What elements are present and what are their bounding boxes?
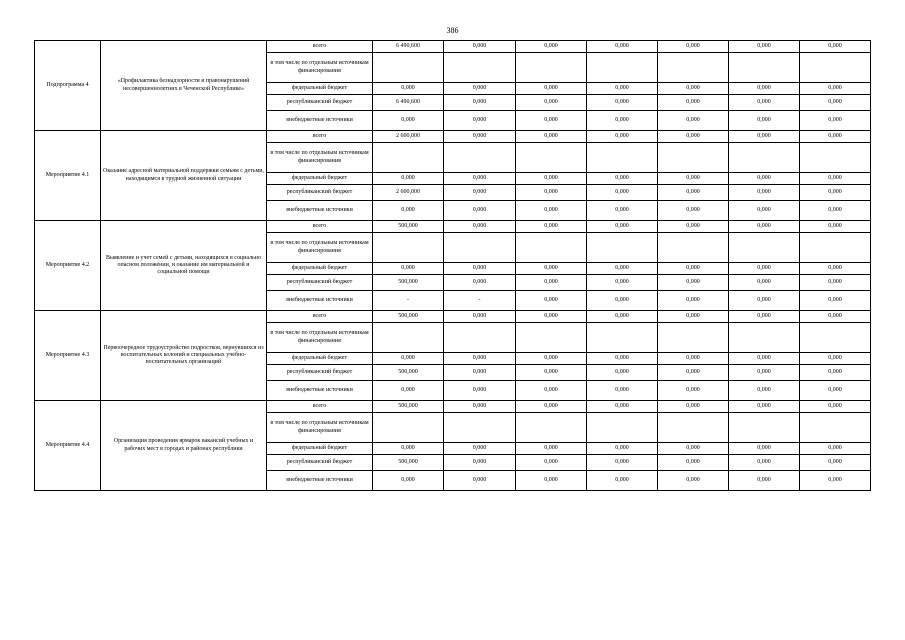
amount-cell: 0,000 — [800, 291, 871, 311]
table-row — [35, 221, 871, 233]
amount-cell: 0,000 — [729, 41, 800, 53]
amount-cell — [373, 143, 444, 173]
amount-cell: 0,000 — [800, 83, 871, 95]
amount-cell: 0,000 — [658, 455, 729, 471]
table-body — [35, 41, 871, 491]
section-label: Мероприятие 4.1 — [35, 131, 101, 221]
amount-cell — [373, 413, 444, 443]
amount-cell: 0,000 — [729, 111, 800, 131]
amount-cell: 0,000 — [587, 455, 658, 471]
amount-cell: 0,000 — [373, 263, 444, 275]
amount-cell: 0,000 — [373, 471, 444, 491]
amount-cell: 0,000 — [800, 275, 871, 291]
amount-cell: 0,000 — [373, 173, 444, 185]
funding-source: республиканский бюджет — [267, 365, 373, 381]
section-label: Мероприятие 4.3 — [35, 311, 101, 401]
amount-cell: 0,000 — [729, 221, 800, 233]
amount-cell: 0,000 — [587, 353, 658, 365]
amount-cell: 0,000 — [587, 41, 658, 53]
table-row — [35, 131, 871, 143]
amount-cell — [729, 143, 800, 173]
amount-cell: 0,000 — [516, 401, 587, 413]
amount-cell: 0,000 — [444, 221, 516, 233]
amount-cell: 0,000 — [729, 173, 800, 185]
amount-cell: 0,000 — [516, 291, 587, 311]
funding-source: в том числе по отдельным источникам финансирования — [267, 53, 373, 83]
amount-cell: 0,000 — [444, 185, 516, 201]
amount-cell: 0,000 — [729, 201, 800, 221]
amount-cell: 0,000 — [800, 185, 871, 201]
amount-cell — [800, 233, 871, 263]
amount-cell: 500,000 — [373, 275, 444, 291]
amount-cell: 500,000 — [373, 221, 444, 233]
amount-cell: 0,000 — [658, 443, 729, 455]
amount-cell — [587, 413, 658, 443]
amount-cell: 0,000 — [658, 131, 729, 143]
funding-source: республиканский бюджет — [267, 185, 373, 201]
amount-cell: 0,000 — [516, 455, 587, 471]
amount-cell: 0,000 — [658, 471, 729, 491]
amount-cell: 0,000 — [729, 311, 800, 323]
amount-cell: 0,000 — [516, 201, 587, 221]
amount-cell — [587, 143, 658, 173]
amount-cell: 0,000 — [516, 185, 587, 201]
amount-cell: 0,000 — [587, 311, 658, 323]
amount-cell: 0,000 — [516, 381, 587, 401]
amount-cell — [516, 53, 587, 83]
amount-cell: 0,000 — [587, 263, 658, 275]
amount-cell: 0,000 — [800, 201, 871, 221]
amount-cell — [658, 233, 729, 263]
amount-cell: 0,000 — [373, 83, 444, 95]
amount-cell: 0,000 — [800, 131, 871, 143]
amount-cell: 0,000 — [516, 353, 587, 365]
amount-cell: 0,000 — [800, 401, 871, 413]
funding-source: федеральный бюджет — [267, 83, 373, 95]
funding-source: внебюджетные источники — [267, 201, 373, 221]
amount-cell: 0,000 — [587, 185, 658, 201]
amount-cell: 0,000 — [729, 455, 800, 471]
amount-cell: 0,000 — [729, 185, 800, 201]
amount-cell: 0,000 — [658, 41, 729, 53]
amount-cell — [587, 53, 658, 83]
amount-cell: 0,000 — [729, 401, 800, 413]
amount-cell: 0,000 — [516, 95, 587, 111]
amount-cell: 0,000 — [444, 443, 516, 455]
funding-source: внебюджетные источники — [267, 381, 373, 401]
amount-cell: 0,000 — [516, 173, 587, 185]
amount-cell: 0,000 — [587, 201, 658, 221]
amount-cell: 0,000 — [729, 263, 800, 275]
amount-cell: 0,000 — [444, 471, 516, 491]
amount-cell: 0,000 — [658, 111, 729, 131]
section-name: «Профилактика безнадзорности и правонарушений несовершеннолетних в Чеченской Республике» — [101, 41, 267, 131]
funding-source: федеральный бюджет — [267, 173, 373, 185]
funding-source: всего — [267, 401, 373, 413]
amount-cell: 0,000 — [587, 95, 658, 111]
amount-cell: 500,000 — [373, 401, 444, 413]
amount-cell: 0,000 — [800, 221, 871, 233]
amount-cell: 6 490,600 — [373, 95, 444, 111]
funding-source: в том числе по отдельным источникам финансирования — [267, 233, 373, 263]
amount-cell: 500,000 — [373, 311, 444, 323]
amount-cell: 0,000 — [516, 275, 587, 291]
amount-cell: 0,000 — [658, 173, 729, 185]
amount-cell — [444, 233, 516, 263]
amount-cell: 0,000 — [800, 455, 871, 471]
funding-source: федеральный бюджет — [267, 353, 373, 365]
amount-cell: 0,000 — [373, 353, 444, 365]
amount-cell: 0,000 — [587, 381, 658, 401]
amount-cell: 0,000 — [587, 471, 658, 491]
amount-cell: 0,000 — [444, 111, 516, 131]
table-row — [35, 401, 871, 413]
amount-cell: 6 490,600 — [373, 41, 444, 53]
amount-cell — [800, 413, 871, 443]
funding-source: всего — [267, 221, 373, 233]
amount-cell: 0,000 — [658, 353, 729, 365]
amount-cell: 0,000 — [516, 111, 587, 131]
amount-cell: 0,000 — [587, 401, 658, 413]
amount-cell — [658, 53, 729, 83]
amount-cell: 0,000 — [587, 275, 658, 291]
section-label: Подпрограмма 4 — [35, 41, 101, 131]
amount-cell: 0,000 — [729, 131, 800, 143]
amount-cell: 0,000 — [800, 365, 871, 381]
funding-source: всего — [267, 311, 373, 323]
amount-cell: 0,000 — [516, 41, 587, 53]
amount-cell — [729, 233, 800, 263]
funding-source: республиканский бюджет — [267, 95, 373, 111]
amount-cell: 0,000 — [729, 443, 800, 455]
amount-cell: - — [444, 291, 516, 311]
funding-source: в том числе по отдельным источникам финансирования — [267, 413, 373, 443]
amount-cell: 0,000 — [444, 95, 516, 111]
amount-cell: 0,000 — [587, 365, 658, 381]
funding-source: внебюджетные источники — [267, 471, 373, 491]
funding-source: республиканский бюджет — [267, 275, 373, 291]
section-name: Организация проведения ярмарок вакансий учебных и рабочих мест в городах и районах республики — [101, 401, 267, 491]
funding-source: в том числе по отдельным источникам финансирования — [267, 143, 373, 173]
funding-source: республиканский бюджет — [267, 455, 373, 471]
amount-cell: 0,000 — [444, 365, 516, 381]
amount-cell: 0,000 — [658, 365, 729, 381]
amount-cell: 0,000 — [444, 131, 516, 143]
amount-cell: 0,000 — [516, 263, 587, 275]
amount-cell — [729, 413, 800, 443]
section-name: Выявление и учет семей с детьми, находящихся в социально опасном положении, и оказание им материальной и социальной помощи — [101, 221, 267, 311]
funding-source: федеральный бюджет — [267, 263, 373, 275]
funding-source: внебюджетные источники — [267, 291, 373, 311]
amount-cell: 0,000 — [800, 173, 871, 185]
amount-cell: 0,000 — [444, 201, 516, 221]
amount-cell: 0,000 — [800, 381, 871, 401]
funding-source: в том числе по отдельным источникам финансирования — [267, 323, 373, 353]
amount-cell: 0,000 — [516, 131, 587, 143]
amount-cell: 0,000 — [658, 311, 729, 323]
amount-cell: 0,000 — [516, 443, 587, 455]
amount-cell: 0,000 — [444, 401, 516, 413]
amount-cell — [516, 323, 587, 353]
amount-cell — [516, 233, 587, 263]
amount-cell: 0,000 — [658, 381, 729, 401]
funding-source: федеральный бюджет — [267, 443, 373, 455]
amount-cell: 0,000 — [516, 365, 587, 381]
amount-cell — [729, 53, 800, 83]
budget-table — [34, 40, 871, 491]
amount-cell: 0,000 — [587, 131, 658, 143]
amount-cell: 0,000 — [444, 455, 516, 471]
section-label: Мероприятие 4.4 — [35, 401, 101, 491]
amount-cell: 0,000 — [658, 401, 729, 413]
amount-cell — [444, 323, 516, 353]
amount-cell: 0,000 — [729, 275, 800, 291]
amount-cell — [587, 323, 658, 353]
amount-cell: 0,000 — [444, 263, 516, 275]
amount-cell — [373, 233, 444, 263]
amount-cell: 0,000 — [373, 111, 444, 131]
section-name: Оказание адресной материальной поддержки семьям с детьми, находящимся в трудной жизненной ситуации — [101, 131, 267, 221]
amount-cell: 0,000 — [800, 41, 871, 53]
amount-cell: 2 600,000 — [373, 131, 444, 143]
amount-cell: 0,000 — [658, 221, 729, 233]
amount-cell: 0,000 — [587, 291, 658, 311]
amount-cell: 0,000 — [729, 353, 800, 365]
amount-cell: 0,000 — [658, 291, 729, 311]
amount-cell: 0,000 — [729, 291, 800, 311]
amount-cell: 0,000 — [516, 471, 587, 491]
amount-cell: 0,000 — [587, 83, 658, 95]
amount-cell: 0,000 — [658, 201, 729, 221]
amount-cell: 0,000 — [516, 83, 587, 95]
amount-cell: 0,000 — [444, 381, 516, 401]
amount-cell: 0,000 — [729, 381, 800, 401]
amount-cell: 0,000 — [373, 381, 444, 401]
amount-cell: 0,000 — [729, 365, 800, 381]
funding-source: внебюджетные источники — [267, 111, 373, 131]
funding-source: всего — [267, 41, 373, 53]
amount-cell — [800, 323, 871, 353]
amount-cell: 0,000 — [800, 471, 871, 491]
amount-cell: 0,000 — [444, 353, 516, 365]
amount-cell — [373, 53, 444, 83]
amount-cell: 0,000 — [729, 83, 800, 95]
amount-cell: 0,000 — [658, 185, 729, 201]
amount-cell: 0,000 — [587, 173, 658, 185]
amount-cell — [516, 413, 587, 443]
amount-cell: 0,000 — [444, 83, 516, 95]
amount-cell: 2 600,000 — [373, 185, 444, 201]
table-row — [35, 41, 871, 53]
funding-source: всего — [267, 131, 373, 143]
amount-cell: 0,000 — [658, 83, 729, 95]
amount-cell: - — [373, 291, 444, 311]
page-number: 386 — [446, 26, 459, 35]
amount-cell — [516, 143, 587, 173]
amount-cell: 0,000 — [800, 263, 871, 275]
amount-cell — [587, 233, 658, 263]
amount-cell: 0,000 — [800, 111, 871, 131]
amount-cell — [373, 323, 444, 353]
amount-cell — [658, 143, 729, 173]
amount-cell — [658, 413, 729, 443]
amount-cell: 0,000 — [658, 95, 729, 111]
amount-cell: 0,000 — [373, 201, 444, 221]
amount-cell — [658, 323, 729, 353]
amount-cell: 0,000 — [516, 311, 587, 323]
amount-cell — [444, 413, 516, 443]
amount-cell: 0,000 — [444, 173, 516, 185]
amount-cell: 500,000 — [373, 365, 444, 381]
table-row — [35, 311, 871, 323]
amount-cell: 0,000 — [516, 221, 587, 233]
amount-cell — [800, 143, 871, 173]
amount-cell — [444, 143, 516, 173]
amount-cell: 0,000 — [800, 353, 871, 365]
amount-cell: 0,000 — [800, 311, 871, 323]
amount-cell: 0,000 — [587, 221, 658, 233]
amount-cell: 0,000 — [444, 275, 516, 291]
amount-cell — [800, 53, 871, 83]
amount-cell: 0,000 — [587, 443, 658, 455]
section-name: Первоочередное трудоустройство подростков, вернувшихся из воспитательных колоний и специальных учебно-воспитательных организаций — [101, 311, 267, 401]
amount-cell — [444, 53, 516, 83]
amount-cell: 0,000 — [800, 443, 871, 455]
amount-cell: 0,000 — [729, 95, 800, 111]
amount-cell: 0,000 — [658, 275, 729, 291]
section-label: Мероприятие 4.2 — [35, 221, 101, 311]
amount-cell: 0,000 — [444, 41, 516, 53]
amount-cell: 0,000 — [658, 263, 729, 275]
amount-cell: 500,000 — [373, 455, 444, 471]
amount-cell: 0,000 — [373, 443, 444, 455]
amount-cell: 0,000 — [444, 311, 516, 323]
amount-cell: 0,000 — [729, 471, 800, 491]
amount-cell: 0,000 — [800, 95, 871, 111]
amount-cell — [729, 323, 800, 353]
amount-cell: 0,000 — [587, 111, 658, 131]
